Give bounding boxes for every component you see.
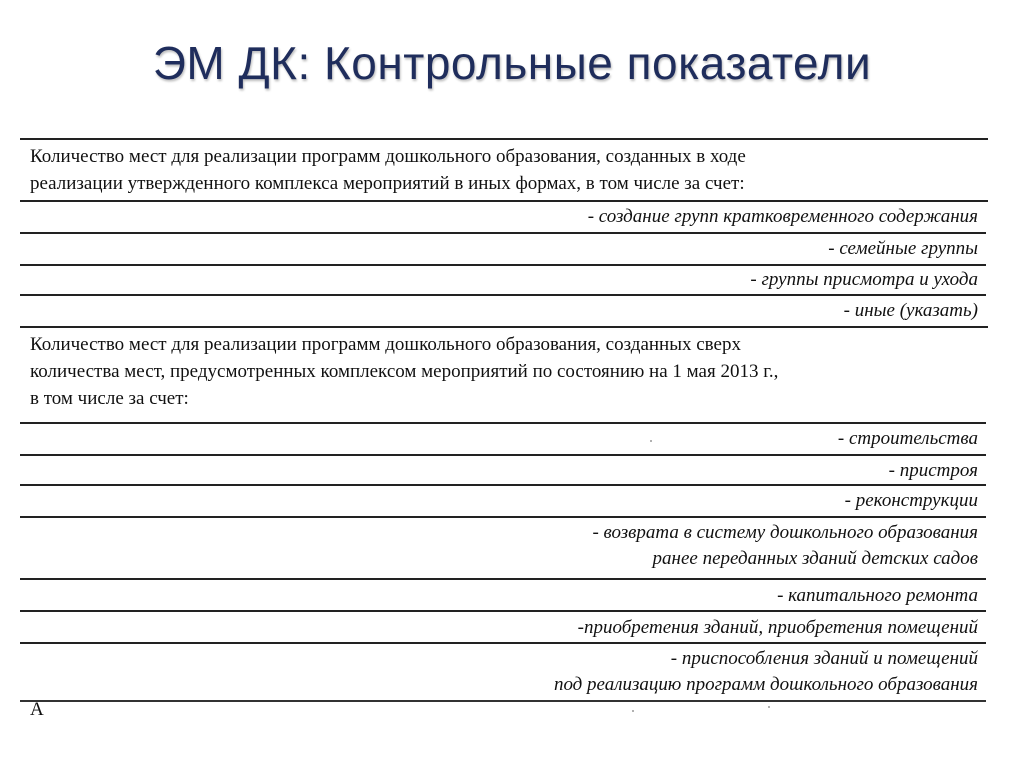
list-item-line: под реализацию программ дошкольного образования (553, 674, 978, 695)
list-item: - семейные группы (828, 238, 978, 259)
list-item: - группы присмотра и ухода (750, 269, 978, 290)
list-item-line: ранее переданных зданий детских садов (652, 548, 978, 569)
list-item (20, 646, 978, 698)
table-rule (20, 516, 986, 518)
table-rule (20, 264, 986, 266)
list-item-line: - возврата в систему дошкольного образования (592, 522, 978, 543)
cut-off-text: А (30, 699, 44, 720)
heading-line: Количество мест для реализации программ дошкольного образования, созданных в ходе (30, 146, 746, 167)
table-rule (20, 578, 986, 580)
scan-speck (650, 440, 652, 442)
slide-title: ЭМ ДК: Контрольные показатели (152, 37, 872, 89)
list-item: - пристроя (888, 460, 978, 481)
list-item: -приобретения зданий, приобретения помещений (577, 617, 978, 638)
table-rule (20, 484, 986, 486)
indicator-heading-1 (30, 143, 980, 197)
table-rule (20, 294, 986, 296)
scanned-document (20, 128, 990, 720)
table-rule (20, 138, 988, 140)
indicator-heading-2 (30, 331, 980, 412)
table-rule (20, 326, 988, 328)
heading-line: количества мест, предусмотренных комплексом мероприятий по состоянию на 1 мая 2013 г., (30, 361, 779, 382)
table-rule (20, 642, 986, 644)
heading-line: реализации утвержденного комплекса мероприятий в иных формах, в том числе за счет: (30, 173, 745, 194)
heading-line: в том числе за счет: (30, 388, 189, 409)
list-item: - иные (указать) (843, 300, 978, 321)
list-item-line: - приспособления зданий и помещений (670, 648, 978, 669)
scan-speck (632, 710, 634, 712)
scan-speck (768, 706, 770, 708)
table-rule (20, 200, 988, 202)
list-item: - капитального ремонта (777, 585, 978, 606)
list-item: - реконструкции (844, 490, 978, 511)
table-rule (20, 454, 986, 456)
table-rule (20, 232, 986, 234)
list-item: - строительства (837, 428, 978, 449)
table-rule (20, 422, 986, 424)
list-item (20, 520, 978, 572)
table-rule (20, 700, 986, 702)
table-rule (20, 610, 986, 612)
heading-line: Количество мест для реализации программ дошкольного образования, созданных сверх (30, 334, 741, 355)
list-item: - создание групп кратковременного содержания (587, 206, 978, 227)
